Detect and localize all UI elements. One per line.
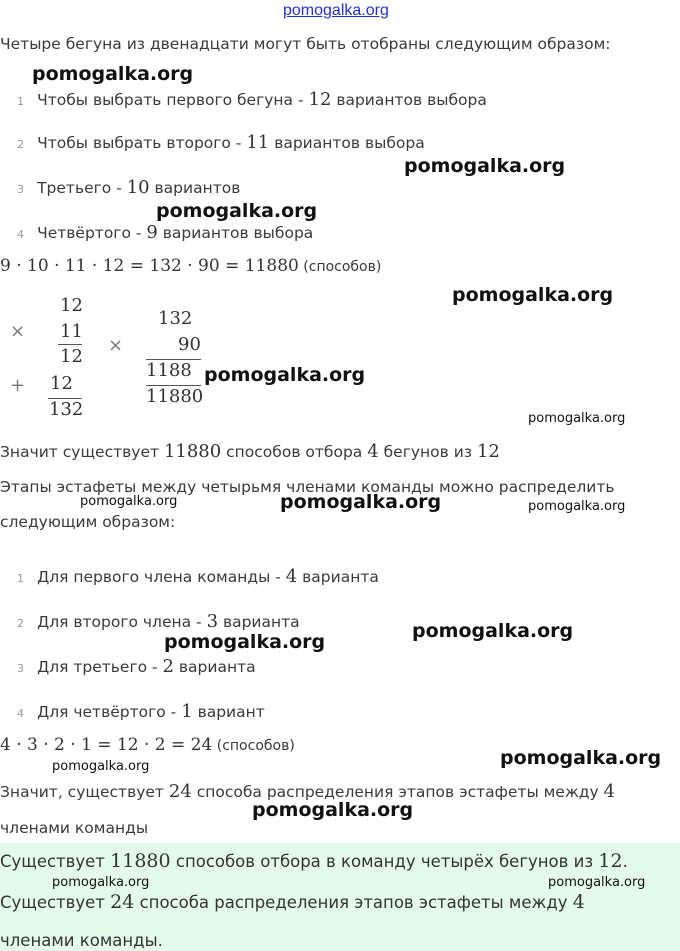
list-item: 4 Для четвёртого - 1 вариант — [17, 701, 265, 722]
watermark: pomogalka.org — [500, 747, 662, 769]
watermark: pomogalka.org — [32, 63, 194, 85]
list-item: 1 Для первого члена команды - 4 варианта — [17, 566, 379, 587]
watermark: pomogalka.org — [52, 759, 150, 774]
relay-intro-line1: Этапы эстафеты между четырьмя членами команды можно распределить — [0, 478, 615, 496]
watermark: pomogalka.org — [528, 411, 626, 426]
watermark: pomogalka.org — [52, 875, 150, 890]
answer-line2: Существует 24 способа распределения этапов эстафеты между 4 — [0, 891, 585, 913]
answer-line1: Существует 11880 способов отбора в команду четырёх бегунов из 12. — [0, 850, 628, 872]
list-number: 3 — [17, 183, 24, 196]
watermark-top[interactable]: pomogalka.org — [283, 2, 389, 19]
list-number: 2 — [17, 138, 24, 151]
list-item: 2 Чтобы выбрать второго - 11 вариантов выбора — [17, 132, 425, 153]
watermark: pomogalka.org — [412, 620, 574, 642]
watermark: pomogalka.org — [204, 364, 366, 386]
formula-relay: 4 · 3 · 2 · 1 = 12 · 2 = 24 (способов) — [0, 735, 295, 755]
watermark: pomogalka.org — [404, 155, 566, 177]
list-item: 1 Чтобы выбрать первого бегуна - 12 вариантов выбора — [17, 89, 487, 110]
watermark: pomogalka.org — [452, 284, 614, 306]
watermark: pomogalka.org — [528, 499, 626, 514]
watermark: pomogalka.org — [280, 491, 442, 513]
list-item: 4 Четвёртого - 9 вариантов выбора — [17, 222, 314, 243]
conclusion-relay: Значит, существует 24 способа распределения этапов эстафеты между 4 — [0, 781, 616, 802]
formula-runners: 9 · 10 · 11 · 12 = 132 · 90 = 11880 (способов) — [0, 256, 382, 276]
list-item: 3 Третьего - 10 вариантов — [17, 177, 241, 198]
list-item: 2 Для второго члена - 3 варианта — [17, 611, 300, 632]
watermark: pomogalka.org — [156, 200, 318, 222]
intro-text: Четыре бегуна из двенадцати могут быть отобраны следующим образом: — [0, 35, 611, 53]
watermark: pomogalka.org — [252, 799, 414, 821]
answer-line3: членами команды. — [0, 931, 163, 950]
list-number: 2 — [17, 617, 24, 630]
conclusion-relay-line2: членами команды — [0, 819, 149, 837]
list-number: 4 — [17, 228, 24, 241]
list-number: 1 — [17, 572, 24, 585]
relay-intro-line2: следующим образом: — [0, 513, 176, 531]
watermark: pomogalka.org — [164, 631, 326, 653]
list-number: 1 — [17, 95, 24, 108]
watermark: pomogalka.org — [548, 875, 646, 890]
conclusion-runners: Значит существует 11880 способов отбора 4 бегунов из 12 — [0, 441, 500, 462]
list-item: 3 Для третьего - 2 варианта — [17, 656, 256, 677]
list-number: 4 — [17, 707, 24, 720]
watermark: pomogalka.org — [80, 494, 178, 509]
list-number: 3 — [17, 662, 24, 675]
